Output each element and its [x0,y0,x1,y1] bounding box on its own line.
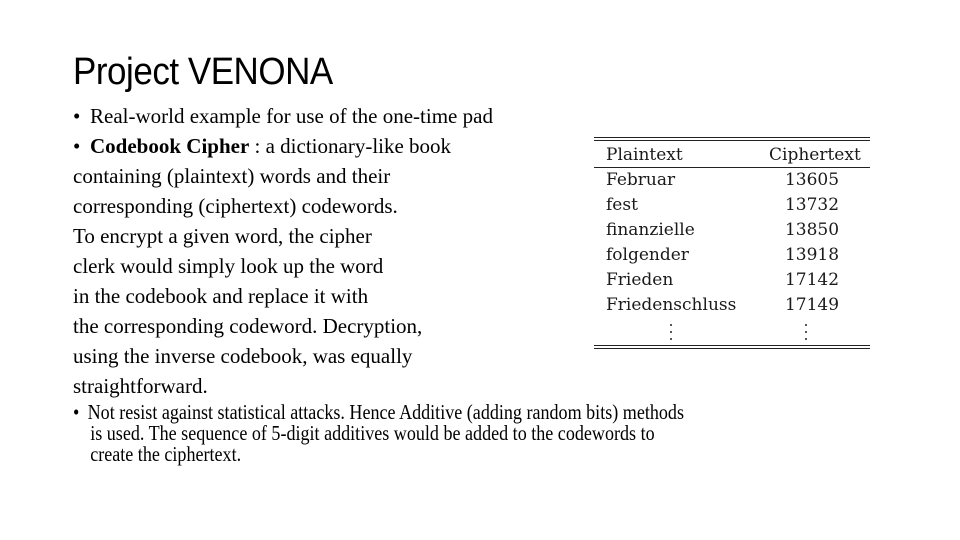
table-continuation-row [594,318,870,345]
plaintext-cell: folgender [606,245,689,265]
ciphertext-cell: 13918 [784,245,840,265]
plaintext-cell: Friedenschluss [606,295,737,315]
table-row [594,168,870,193]
column-header-plaintext: Plaintext [606,145,683,165]
ciphertext-cell: 17149 [784,295,840,315]
paragraph-line: using the inverse codebook, was equally [73,344,413,368]
plaintext-cell: finanzielle [606,220,695,240]
plaintext-cell: Februar [606,170,676,190]
ciphertext-cell: 13732 [784,195,840,215]
ciphertext-cell: 13605 [784,170,840,190]
bullet-text: Not resist against statistical attacks. Hence Additive (adding random bits) methods [87,400,684,424]
bullet-line [73,402,684,423]
vertical-ellipsis-icon [805,318,807,345]
column-header-ciphertext: Ciphertext [769,145,861,165]
plaintext-cell: Frieden [606,270,674,290]
bullet-text: Real-world example for use of the one-time pad [90,104,493,128]
codebook-table [594,137,870,349]
ciphertext-cell: 13850 [784,220,840,240]
slide-title: Project VENONA [73,51,333,93]
bullet-icon: • [73,134,81,158]
bullet-line: is used. The sequence of 5-digit additives would be added to the codewords to [90,421,655,445]
term-codebook-cipher: Codebook Cipher [90,134,250,158]
table-header-row [594,141,870,167]
paragraph-line: corresponding (ciphertext) codewords. [73,194,398,218]
table-row [594,243,870,268]
bullet-icon: • [73,400,80,424]
table-row [594,293,870,318]
table-row [594,268,870,293]
table-bottom-rule [594,345,870,349]
slide-body [73,101,493,401]
bullet-text: : a dictionary-like book [249,134,452,158]
paragraph-line: clerk would simply look up the word [73,254,384,278]
bullet-item [73,131,493,161]
bullet-item [73,101,493,131]
paragraph-line: straightforward. [73,374,208,398]
table-row [594,193,870,218]
ciphertext-cell: 17142 [784,270,840,290]
table-row [594,218,870,243]
paragraph-line: To encrypt a given word, the cipher [73,224,372,248]
bullet-line: create the ciphertext. [90,442,242,466]
paragraph-line: the corresponding codeword. Decryption, [73,314,423,338]
bullet-item-additive [73,402,684,465]
paragraph-line: in the codebook and replace it with [73,284,369,308]
plaintext-cell: fest [606,195,638,215]
bullet-icon: • [73,104,81,128]
paragraph-line: containing (plaintext) words and their [73,164,391,188]
